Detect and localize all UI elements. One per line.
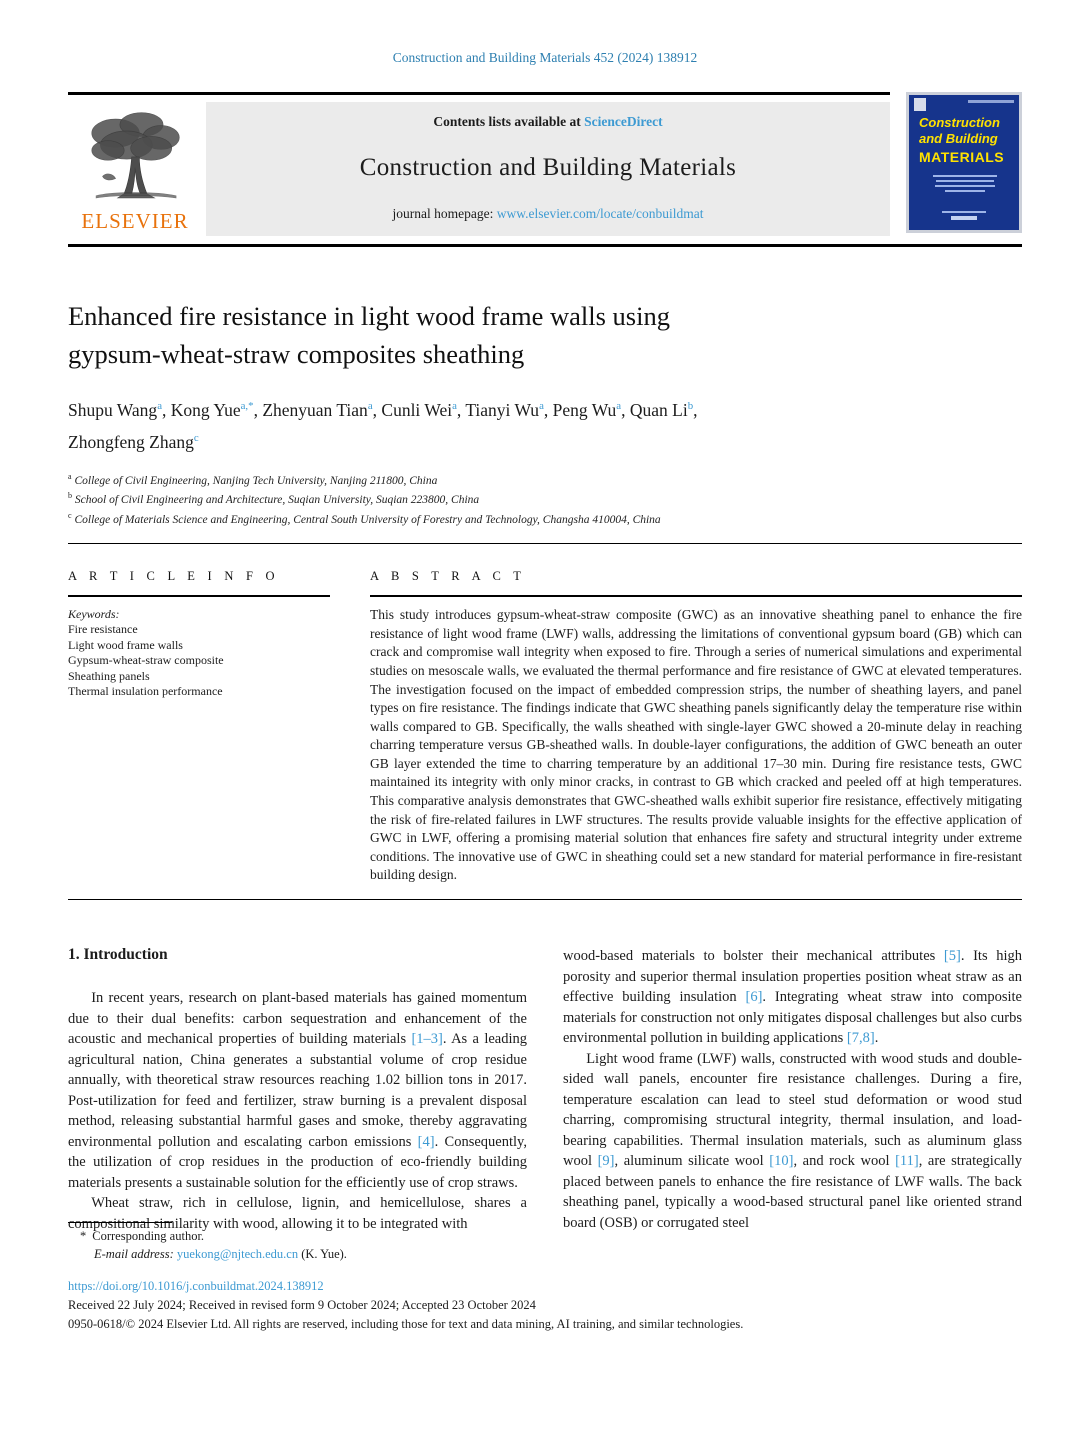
intro-paragraph-4: Light wood frame (LWF) walls, constructed with wood studs and double-sided wall panels, encounter fire resistance challenges. During a fire, temperature escalation can lead to steel stud deformation or wood stud charring, compromising structural integrity, thermal insulation, and load-bearing capabilities. Thermal insulation materials, such as aluminum glass wool [9], aluminum silicate wool [10], and rock wool [11], are strategically placed between panels to enhance the fire resistance of LWF walls. The back sheathing panel, typically a wood-based structural panel like oriented strand board (OSB) or corrugated steel: [563, 1050, 1023, 1231]
citation-link[interactable]: [10]: [769, 1153, 794, 1170]
cover-title-line2: and Building: [919, 131, 998, 146]
corresponding-author-note: [68, 1229, 1022, 1244]
cover-title-line1: Construction: [919, 115, 1000, 130]
cover-footer-bars: [909, 208, 1019, 220]
homepage-url-link[interactable]: www.elsevier.com/locate/conbuildmat: [496, 206, 704, 221]
affiliation-ref[interactable]: c: [193, 431, 199, 444]
citation-link[interactable]: [6]: [745, 989, 763, 1006]
cover-top-line: [968, 100, 1014, 103]
section-divider-bottom: [68, 899, 1022, 900]
keywords-label: Keywords:: [68, 607, 120, 622]
email-link[interactable]: yuekong@njtech.edu.cn: [176, 1247, 299, 1261]
footnote-block: [68, 1222, 1022, 1332]
article-info-header: A R T I C L E I N F O: [68, 569, 280, 584]
journal-citation: Construction and Building Materials 452 (2024) 138912: [392, 50, 698, 65]
corresponding-star: *: [80, 1229, 87, 1243]
journal-header-left: [68, 92, 890, 236]
intro-left-column: [68, 946, 527, 1234]
keyword-item: Gypsum-wheat-straw composite: [68, 653, 224, 668]
contents-prefix: Contents lists available at: [433, 114, 585, 129]
article-info-rule: [68, 595, 330, 597]
header-bottom-rule: [68, 244, 1022, 247]
citation-link[interactable]: [1–3]: [411, 1031, 443, 1048]
citation-link[interactable]: [11]: [895, 1153, 919, 1170]
author-list: Shupu Wang$^a$, Kong Yue$^{a,*}$, Zhenyuan Tian$^a$, Cunli Wei$^a$, Tianyi Wu$^a$, Peng Wu$^a$, Quan Li$^b$, Zhongfeng Zhang$^c$: [68, 399, 698, 452]
affiliation-ref[interactable]: a,*: [240, 400, 254, 412]
citation-link[interactable]: [5]: [943, 948, 961, 965]
email-line: E-mail address: yuekong@njtech.edu.cn (K. Yue).: [94, 1247, 347, 1261]
keywords-list: [68, 622, 330, 700]
affiliation-ref[interactable]: a: [539, 400, 544, 412]
homepage-line: [216, 206, 880, 222]
intro-paragraph-1: In recent years, research on plant-based materials has gained momentum due to their dual benefits: carbon sequestration and enhancement of the acoustic and mechanical properties of building materials [1–3]. As a leading agricultural nation, China generates a substantial volume of crop residue annually, with theoretical straw resources reaching 1.02 billion tons in 2017. Post-utilization for feed and fertilizer, straw burning is a prevalent disposal method, releasing substantial harmful gases and smoke, thereby aggravating environmental pollution and escalating carbon emissions [4]. Consequently, the utilization of crop residues in the production of eco-friendly building materials presents a sustainable solution for the efficiently use of crop straws.: [68, 990, 527, 1191]
sciencedirect-link[interactable]: ScienceDirect: [584, 114, 663, 129]
affiliation-a: [68, 469, 1022, 489]
contents-line: [216, 114, 880, 130]
article-info-column: [68, 569, 330, 885]
affiliation-ref[interactable]: b: [687, 400, 694, 412]
corresponding-text: Corresponding author.: [92, 1229, 205, 1243]
email-address-label: E-mail address:: [94, 1247, 177, 1261]
abstract-text: This study introduces gypsum-wheat-straw composite (GWC) as an innovative sheathing panel to enhance the fire resistance of light wood frame (LWF) walls, addressing the limitations of conventional gypsum board (GB) which can crack and compromise wall integrity when exposed to fire. Through a series of numerical simulations and experimental studies on mesoscale walls, we evaluated the thermal performance and fire resistance of GWC at elevated temperatures. The investigation focused on the impact of embedded compression strips, the number of sheathing layers, and panel types on fire resistance. The findings indicate that GWC sheathing panels significantly delay the temperature rise within walls compared to GB. Specifically, the walls sheathed with single-layer GWC showed a 20-minute delay in reaching charring temperature versus GB-sheathed walls. In double-layer configurations, the addition of GWC beneath an outer GB layer extended the time to charring temperature by an additional 17–30 min. During fire resistance tests, GWC maintained its integrity with only minor cracks, in contrast to GB which cracked and peeled off at high temperatures. This comparative analysis demonstrates that GWC-sheathed walls exhibit superior fire resistance, effectively mitigating the risk of fire-related failures in LWF structures. The results provide valuable insights for the effective application of GWC in LWF, offering a promising material solution that enhances fire safety and structural integrity under extreme conditions. The innovative use of GWC in sheathing could set a new standard for material performance in fire-resistant building design.: [370, 607, 1022, 883]
affiliation-b: [68, 488, 1022, 508]
journal-title: Construction and Building Materials: [359, 154, 737, 181]
abstract-column: [370, 569, 1022, 885]
affiliation-a-sup: a: [68, 471, 72, 481]
affiliation-ref[interactable]: a: [367, 400, 373, 412]
citation-link[interactable]: [9]: [597, 1153, 615, 1170]
footnote-rule: [68, 1222, 172, 1223]
info-abstract-section: [68, 544, 1022, 899]
affiliation-b-sup: b: [68, 491, 73, 501]
article-title-line1: Enhanced fire resistance in light wood frame walls using: [68, 301, 670, 331]
journal-banner: [206, 102, 890, 236]
article-title: [68, 297, 1022, 373]
copyright-line: 0950-0618/© 2024 Elsevier Ltd. All rights are reserved, including those for text and data mining, AI training, and similar technologies.: [68, 1317, 744, 1331]
affiliation-a-text: College of Civil Engineering, Nanjing Tech University, Nanjing 211800, China: [71, 474, 438, 487]
journal-cover-thumbnail[interactable]: [906, 92, 1022, 233]
affiliation-c-text: College of Materials Science and Engineering, Central South University of Forestry and Technology, Changsha 410004, China: [71, 514, 661, 527]
homepage-prefix: journal homepage:: [392, 206, 497, 221]
article-title-line2: gypsum-wheat-straw composites sheathing: [68, 339, 525, 369]
cover-top-logo: [914, 98, 926, 111]
citation-link[interactable]: [7,8]: [846, 1030, 875, 1047]
intro-paragraph-2: Wheat straw, rich in cellulose, lignin, and hemicellulose, shares a compositional similarity with wood, allowing it to be integrated with: [68, 1195, 527, 1232]
header-band: [68, 102, 890, 236]
elsevier-wordmark: ELSEVIER: [81, 209, 189, 233]
elsevier-logo[interactable]: [68, 102, 202, 236]
received-dates: Received 22 July 2024; Received in revised form 9 October 2024; Accepted 23 October 2024: [68, 1298, 536, 1312]
affiliation-c-sup: c: [68, 511, 72, 521]
introduction-heading: 1. Introduction: [68, 946, 168, 964]
affiliation-list: [68, 469, 1022, 528]
header-top-rule: [68, 92, 890, 95]
keyword-item: Fire resistance: [68, 622, 138, 637]
elsevier-tree-icon: [81, 109, 189, 207]
keyword-item: Light wood frame walls: [68, 637, 183, 652]
keyword-item: Sheathing panels: [68, 668, 150, 683]
abstract-header: A B S T R A C T: [370, 569, 526, 584]
affiliation-ref[interactable]: a: [452, 400, 457, 412]
affiliation-ref[interactable]: a: [616, 400, 622, 412]
abstract-rule: [370, 595, 1022, 597]
intro-paragraph-3: wood-based materials to bolster their mechanical attributes [5]. Its high porosity and superior thermal insulation properties position wheat straw as an effective building insulation [6]. Integrating wheat straw into composite materials for construction not only mitigates disposal challenges but also curbs environmental pollution in building applications [7,8].: [563, 948, 1022, 1047]
introduction-section: [68, 946, 1022, 1234]
affiliation-b-text: School of Civil Engineering and Architecture, Suqian University, Suqian 223800, China: [72, 494, 480, 507]
doi-link[interactable]: https://doi.org/10.1016/j.conbuildmat.2024.138912: [68, 1279, 324, 1293]
cover-title-line3: MATERIALS: [919, 149, 1005, 165]
intro-right-column: [563, 946, 1022, 1234]
keyword-item: Thermal insulation performance: [68, 684, 223, 699]
doi-line: [68, 1279, 1022, 1294]
affiliation-ref[interactable]: a: [157, 400, 163, 412]
citation-link[interactable]: [4]: [417, 1133, 435, 1150]
cover-small-text-bars: [919, 175, 1011, 192]
journal-header: [68, 92, 1022, 236]
affiliation-c: [68, 508, 1022, 528]
